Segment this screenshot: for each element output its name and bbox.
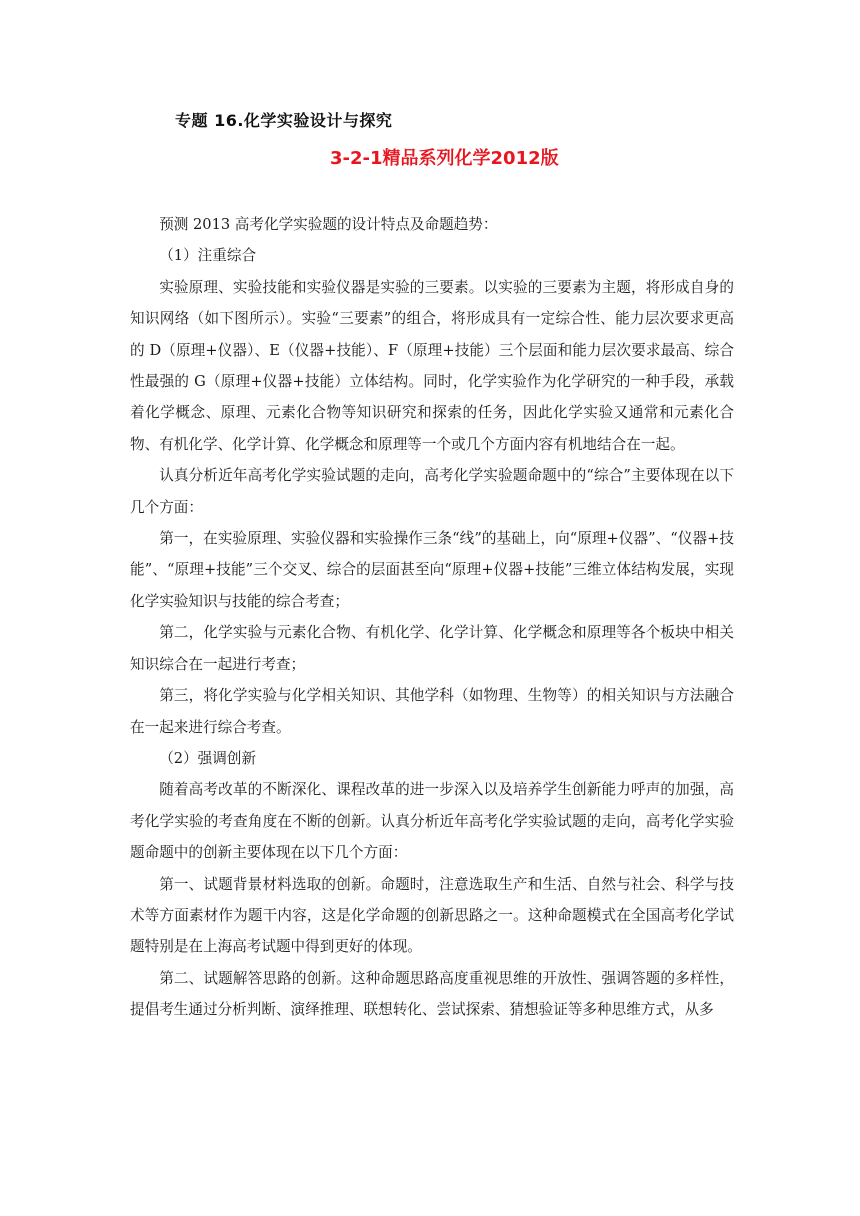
body-paragraph: 第一、试题背景材料选取的创新。命题时，注意选取生产和生活、自然与社会、科学与技术等方面素材作为题干内容，这是化学命题的创新思路之一。这种命题模式在全国高考化学试题特别是在上海高考试题中得到更好的体现。 xyxy=(130,875,734,956)
topic-title: 专题 16.化学实验设计与探究 xyxy=(175,111,393,130)
intro-paragraph: 预测 2013 高考化学实验题的设计特点及命题趋势： xyxy=(159,216,498,233)
body-paragraph: 第三，将化学实验与化学相关知识、其他学科（如物理、生物等）的相关知识与方法融合在一起来进行综合考查。 xyxy=(130,687,734,736)
body-paragraph: 第二、试题解答思路的创新。这种命题思路高度重视思维的开放性、强调答题的多样性，提倡考生通过分析判断、演绎推理、联想转化、尝试探索、猜想验证等多种思维方式，从多 xyxy=(130,969,734,1019)
section-heading-comprehensive: （1）注重综合 xyxy=(159,247,257,265)
body-paragraph: 第二，化学实验与元素化合物、有机化学、化学计算、化学概念和原理等各个板块中相关知识综合在一起进行考查； xyxy=(130,624,734,673)
body-paragraph: 随着高考改革的不断深化、课程改革的进一步深入以及培养学生创新能力呼声的加强，高考化学实验的考查角度在不断的创新。认真分析近年高考化学实验试题的走向，高考化学实验题命题中的创新主要体现在以下几个方面： xyxy=(130,781,734,862)
body-paragraph: 第一，在实验原理、实验仪器和实验操作三条“线”的基础上，向“原理+仪器”、“仪器+技能”、“原理+技能”三个交叉、综合的层面甚至向“原理+仪器+技能”三维立体结构发展，实现化学实验知识与技能的综合考查； xyxy=(130,530,734,610)
document-body xyxy=(130,209,734,1026)
series-title: 3-2-1精品系列化学2012版 xyxy=(330,148,559,169)
body-paragraph: 实验原理、实验技能和实验仪器是实验的三要素。以实验的三要素为主题，将形成自身的知识网络（如下图所示）。实验“三要素”的组合，将形成具有一定综合性、能力层次要求更高的 D（原理+仪器）、E（仪器+技能）、F（原理+技能）三个层面和能力层次要求最高、综合性最强的 G（原理+仪器+技能）立体结构。同时，化学实验作为化学研究的一种手段，承载着化学概念、原理、元素化合物等知识研究和探索的任务，因此化学实验又通常和元素化合物、有机化学、化学计算、化学概念和原理等一个或几个方面内容有机地结合在一起。 xyxy=(130,278,734,453)
body-paragraph: 认真分析近年高考化学实验试题的走向，高考化学实验题命题中的“综合”主要体现在以下几个方面： xyxy=(130,467,734,516)
section-heading-innovation: （2）强调创新 xyxy=(159,749,257,767)
